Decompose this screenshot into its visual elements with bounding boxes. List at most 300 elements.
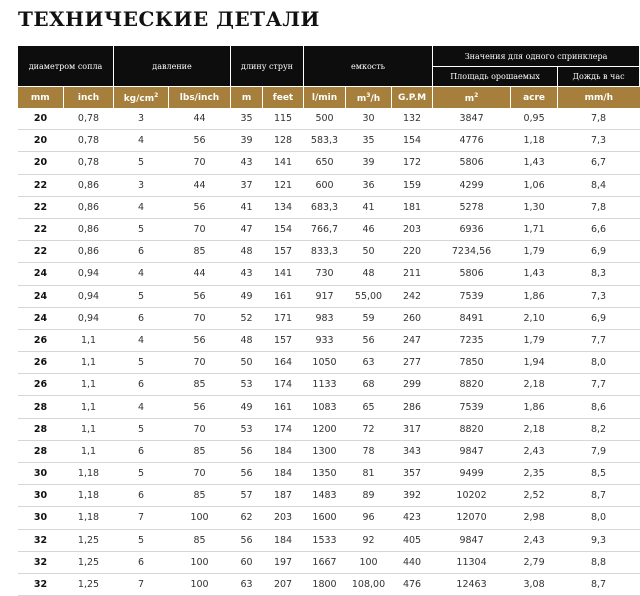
cell-area-m2: 9499: [433, 463, 511, 485]
cell-jet-m: 35: [231, 108, 263, 130]
cell-nozzle-inch: 1,18: [64, 463, 114, 485]
cell-pressure-lbs: 70: [169, 307, 231, 329]
unit-m3-suffix: /h: [370, 93, 381, 104]
cell-pressure-kg: 5: [114, 463, 169, 485]
cell-flow-lmin: 1200: [304, 418, 346, 440]
cell-jet-m: 62: [231, 507, 263, 529]
table-row: [18, 263, 640, 285]
cell-pressure-kg: 6: [114, 374, 169, 396]
cell-pressure-kg: 7: [114, 507, 169, 529]
cell-area-m2: 7850: [433, 352, 511, 374]
cell-area-m2: 7539: [433, 285, 511, 307]
cell-pressure-kg: 3: [114, 174, 169, 196]
cell-area-m2: 4299: [433, 174, 511, 196]
unit-kg-cm2: [114, 87, 169, 109]
cell-rain-mmh: 8,0: [558, 507, 640, 529]
cell-area-acre: 2,18: [511, 374, 558, 396]
header-per-sprinkler: Значения для одного спринклера: [433, 46, 640, 67]
cell-pressure-lbs: 44: [169, 108, 231, 130]
cell-area-acre: 2,52: [511, 485, 558, 507]
cell-pressure-kg: 5: [114, 285, 169, 307]
cell-area-m2: 11304: [433, 551, 511, 573]
cell-jet-feet: 157: [263, 329, 304, 351]
cell-rain-mmh: 6,9: [558, 241, 640, 263]
cell-area-acre: 1,18: [511, 130, 558, 152]
unit-kg-text: kg/cm: [123, 93, 155, 104]
cell-area-m2: 4776: [433, 130, 511, 152]
cell-pressure-kg: 5: [114, 352, 169, 374]
unit-feet: feet: [263, 87, 304, 109]
cell-jet-feet: 184: [263, 529, 304, 551]
unit-acre: acre: [511, 87, 558, 109]
cell-pressure-kg: 5: [114, 152, 169, 174]
cell-flow-gpm: 392: [392, 485, 433, 507]
cell-pressure-lbs: 70: [169, 152, 231, 174]
unit-m2-text: m: [464, 93, 475, 104]
cell-nozzle-mm: 22: [18, 241, 64, 263]
cell-flow-lmin: 683,3: [304, 196, 346, 218]
cell-nozzle-inch: 1,1: [64, 418, 114, 440]
unit-m2-sup: 2: [474, 91, 479, 99]
cell-rain-mmh: 7,3: [558, 130, 640, 152]
cell-jet-feet: 121: [263, 174, 304, 196]
cell-nozzle-mm: 32: [18, 551, 64, 573]
cell-flow-m3h: 48: [346, 263, 392, 285]
cell-pressure-lbs: 70: [169, 463, 231, 485]
cell-nozzle-inch: 0,86: [64, 241, 114, 263]
table-row: [18, 352, 640, 374]
cell-flow-lmin: 1600: [304, 507, 346, 529]
table-row: [18, 485, 640, 507]
cell-jet-feet: 197: [263, 551, 304, 573]
cell-nozzle-mm: 28: [18, 440, 64, 462]
cell-jet-feet: 203: [263, 507, 304, 529]
cell-pressure-lbs: 56: [169, 396, 231, 418]
cell-flow-gpm: 159: [392, 174, 433, 196]
cell-jet-m: 43: [231, 152, 263, 174]
cell-flow-gpm: 211: [392, 263, 433, 285]
cell-flow-gpm: 343: [392, 440, 433, 462]
cell-jet-feet: 128: [263, 130, 304, 152]
cell-nozzle-mm: 30: [18, 463, 64, 485]
cell-pressure-kg: 7: [114, 573, 169, 595]
cell-flow-lmin: 1050: [304, 352, 346, 374]
cell-pressure-lbs: 85: [169, 374, 231, 396]
cell-nozzle-inch: 1,1: [64, 396, 114, 418]
cell-pressure-kg: 6: [114, 440, 169, 462]
cell-nozzle-mm: 30: [18, 507, 64, 529]
cell-pressure-kg: 4: [114, 263, 169, 285]
unit-mm: mm: [18, 87, 64, 109]
cell-jet-m: 48: [231, 241, 263, 263]
cell-nozzle-mm: 28: [18, 396, 64, 418]
cell-pressure-kg: 5: [114, 418, 169, 440]
cell-pressure-kg: 4: [114, 396, 169, 418]
cell-flow-lmin: 917: [304, 285, 346, 307]
cell-area-acre: 1,79: [511, 241, 558, 263]
cell-nozzle-mm: 22: [18, 196, 64, 218]
cell-jet-feet: 141: [263, 152, 304, 174]
cell-nozzle-mm: 22: [18, 174, 64, 196]
cell-pressure-lbs: 85: [169, 440, 231, 462]
cell-flow-gpm: 286: [392, 396, 433, 418]
table-row: [18, 196, 640, 218]
cell-area-m2: 7539: [433, 396, 511, 418]
cell-nozzle-inch: 0,94: [64, 307, 114, 329]
cell-pressure-lbs: 85: [169, 529, 231, 551]
cell-rain-mmh: 6,6: [558, 218, 640, 240]
cell-area-m2: 6936: [433, 218, 511, 240]
cell-pressure-lbs: 100: [169, 551, 231, 573]
cell-nozzle-mm: 20: [18, 130, 64, 152]
table-row: [18, 108, 640, 130]
cell-area-acre: 2,98: [511, 507, 558, 529]
cell-pressure-kg: 6: [114, 241, 169, 263]
cell-rain-mmh: 8,7: [558, 485, 640, 507]
cell-area-acre: 1,71: [511, 218, 558, 240]
cell-flow-lmin: 1133: [304, 374, 346, 396]
cell-jet-m: 52: [231, 307, 263, 329]
cell-rain-mmh: 8,4: [558, 174, 640, 196]
cell-nozzle-mm: 20: [18, 108, 64, 130]
cell-flow-lmin: 500: [304, 108, 346, 130]
unit-m3-sup: 3: [366, 91, 371, 99]
cell-area-acre: 1,86: [511, 285, 558, 307]
cell-flow-lmin: 650: [304, 152, 346, 174]
header-area: Площадь орошаемых: [433, 67, 558, 87]
cell-flow-m3h: 50: [346, 241, 392, 263]
table-row: [18, 440, 640, 462]
cell-flow-m3h: 59: [346, 307, 392, 329]
cell-area-acre: 1,30: [511, 196, 558, 218]
cell-jet-feet: 184: [263, 463, 304, 485]
cell-pressure-lbs: 85: [169, 241, 231, 263]
cell-area-acre: 2,43: [511, 440, 558, 462]
cell-flow-m3h: 36: [346, 174, 392, 196]
cell-flow-lmin: 933: [304, 329, 346, 351]
cell-jet-m: 48: [231, 329, 263, 351]
cell-flow-m3h: 68: [346, 374, 392, 396]
cell-flow-gpm: 299: [392, 374, 433, 396]
cell-flow-gpm: 220: [392, 241, 433, 263]
cell-area-acre: 2,18: [511, 418, 558, 440]
cell-rain-mmh: 6,9: [558, 307, 640, 329]
cell-pressure-kg: 4: [114, 329, 169, 351]
cell-jet-m: 57: [231, 485, 263, 507]
cell-nozzle-mm: 26: [18, 352, 64, 374]
cell-flow-gpm: 247: [392, 329, 433, 351]
cell-flow-gpm: 357: [392, 463, 433, 485]
cell-rain-mmh: 7,7: [558, 374, 640, 396]
table-row: [18, 396, 640, 418]
cell-rain-mmh: 8,0: [558, 352, 640, 374]
cell-jet-m: 56: [231, 529, 263, 551]
cell-jet-m: 56: [231, 463, 263, 485]
cell-nozzle-mm: 20: [18, 152, 64, 174]
table-row: [18, 152, 640, 174]
cell-flow-m3h: 46: [346, 218, 392, 240]
cell-pressure-kg: 6: [114, 551, 169, 573]
cell-nozzle-inch: 0,86: [64, 218, 114, 240]
cell-flow-lmin: 730: [304, 263, 346, 285]
cell-nozzle-mm: 24: [18, 263, 64, 285]
cell-jet-m: 53: [231, 374, 263, 396]
cell-area-m2: 5806: [433, 263, 511, 285]
cell-pressure-lbs: 56: [169, 285, 231, 307]
cell-flow-lmin: 600: [304, 174, 346, 196]
header-jet-length: длину струн: [231, 46, 304, 87]
cell-pressure-lbs: 70: [169, 418, 231, 440]
cell-flow-m3h: 30: [346, 108, 392, 130]
cell-flow-m3h: 39: [346, 152, 392, 174]
cell-rain-mmh: 7,7: [558, 329, 640, 351]
cell-flow-gpm: 317: [392, 418, 433, 440]
cell-nozzle-mm: 26: [18, 329, 64, 351]
cell-flow-m3h: 92: [346, 529, 392, 551]
cell-jet-feet: 134: [263, 196, 304, 218]
cell-nozzle-mm: 28: [18, 418, 64, 440]
cell-nozzle-mm: 22: [18, 218, 64, 240]
cell-nozzle-inch: 0,94: [64, 285, 114, 307]
spec-table: [17, 45, 640, 596]
table-row: [18, 241, 640, 263]
cell-flow-m3h: 81: [346, 463, 392, 485]
unit-mm-h: mm/h: [558, 87, 640, 109]
cell-area-acre: 1,43: [511, 152, 558, 174]
table-row: [18, 374, 640, 396]
header-nozzle: диаметром сопла: [18, 46, 114, 87]
cell-flow-gpm: 172: [392, 152, 433, 174]
cell-jet-m: 49: [231, 396, 263, 418]
cell-flow-gpm: 423: [392, 507, 433, 529]
cell-flow-lmin: 1083: [304, 396, 346, 418]
cell-jet-m: 41: [231, 196, 263, 218]
header-capacity: емкость: [304, 46, 433, 87]
cell-area-m2: 8491: [433, 307, 511, 329]
table-row: [18, 307, 640, 329]
cell-flow-gpm: 277: [392, 352, 433, 374]
cell-pressure-lbs: 70: [169, 218, 231, 240]
cell-pressure-lbs: 100: [169, 573, 231, 595]
table-row: [18, 529, 640, 551]
cell-flow-m3h: 41: [346, 196, 392, 218]
cell-pressure-lbs: 56: [169, 329, 231, 351]
unit-m: m: [231, 87, 263, 109]
cell-area-m2: 5806: [433, 152, 511, 174]
cell-flow-gpm: 203: [392, 218, 433, 240]
cell-jet-m: 49: [231, 285, 263, 307]
unit-gpm: G.P.M: [392, 87, 433, 109]
cell-area-m2: 10202: [433, 485, 511, 507]
cell-flow-gpm: 260: [392, 307, 433, 329]
table-row: [18, 329, 640, 351]
cell-flow-m3h: 55,00: [346, 285, 392, 307]
table-row: [18, 573, 640, 595]
cell-rain-mmh: 8,2: [558, 418, 640, 440]
cell-area-m2: 3847: [433, 108, 511, 130]
cell-nozzle-inch: 0,94: [64, 263, 114, 285]
cell-rain-mmh: 6,7: [558, 152, 640, 174]
cell-area-acre: 2,43: [511, 529, 558, 551]
cell-flow-lmin: 1800: [304, 573, 346, 595]
cell-jet-m: 43: [231, 263, 263, 285]
cell-flow-lmin: 1300: [304, 440, 346, 462]
cell-area-acre: 1,06: [511, 174, 558, 196]
cell-nozzle-mm: 32: [18, 529, 64, 551]
cell-pressure-kg: 5: [114, 218, 169, 240]
cell-rain-mmh: 7,9: [558, 440, 640, 462]
cell-flow-m3h: 108,00: [346, 573, 392, 595]
cell-pressure-lbs: 70: [169, 352, 231, 374]
cell-area-m2: 8820: [433, 418, 511, 440]
cell-nozzle-inch: 1,18: [64, 507, 114, 529]
cell-jet-feet: 184: [263, 440, 304, 462]
cell-nozzle-inch: 1,25: [64, 551, 114, 573]
cell-jet-feet: 115: [263, 108, 304, 130]
cell-jet-feet: 157: [263, 241, 304, 263]
cell-flow-lmin: 1533: [304, 529, 346, 551]
cell-area-acre: 2,79: [511, 551, 558, 573]
cell-rain-mmh: 7,3: [558, 285, 640, 307]
unit-inch: inch: [64, 87, 114, 109]
cell-nozzle-inch: 1,1: [64, 374, 114, 396]
cell-area-m2: 7235: [433, 329, 511, 351]
cell-jet-feet: 154: [263, 218, 304, 240]
table-row: [18, 285, 640, 307]
cell-flow-lmin: 766,7: [304, 218, 346, 240]
cell-pressure-lbs: 85: [169, 485, 231, 507]
cell-jet-m: 60: [231, 551, 263, 573]
cell-jet-feet: 174: [263, 374, 304, 396]
cell-jet-feet: 187: [263, 485, 304, 507]
cell-pressure-kg: 4: [114, 130, 169, 152]
cell-area-acre: 2,10: [511, 307, 558, 329]
cell-nozzle-mm: 32: [18, 573, 64, 595]
cell-jet-feet: 141: [263, 263, 304, 285]
cell-jet-m: 39: [231, 130, 263, 152]
cell-pressure-kg: 5: [114, 529, 169, 551]
cell-jet-m: 63: [231, 573, 263, 595]
cell-nozzle-inch: 1,1: [64, 352, 114, 374]
cell-pressure-lbs: 100: [169, 507, 231, 529]
cell-nozzle-inch: 0,78: [64, 108, 114, 130]
cell-nozzle-inch: 1,1: [64, 440, 114, 462]
cell-flow-m3h: 65: [346, 396, 392, 418]
unit-kg-sup: 2: [154, 91, 159, 99]
cell-pressure-kg: 3: [114, 108, 169, 130]
cell-flow-m3h: 96: [346, 507, 392, 529]
cell-area-m2: 8820: [433, 374, 511, 396]
cell-jet-feet: 161: [263, 285, 304, 307]
cell-area-m2: 5278: [433, 196, 511, 218]
cell-flow-m3h: 63: [346, 352, 392, 374]
cell-nozzle-mm: 24: [18, 285, 64, 307]
cell-area-m2: 9847: [433, 529, 511, 551]
cell-area-acre: 1,43: [511, 263, 558, 285]
table-row: [18, 174, 640, 196]
cell-nozzle-mm: 30: [18, 485, 64, 507]
cell-area-m2: 7234,56: [433, 241, 511, 263]
cell-area-m2: 12070: [433, 507, 511, 529]
cell-area-m2: 9847: [433, 440, 511, 462]
cell-nozzle-mm: 26: [18, 374, 64, 396]
cell-area-acre: 1,86: [511, 396, 558, 418]
cell-jet-feet: 161: [263, 396, 304, 418]
cell-rain-mmh: 8,5: [558, 463, 640, 485]
cell-flow-gpm: 476: [392, 573, 433, 595]
unit-m3-text: m: [356, 93, 367, 104]
cell-area-acre: 1,94: [511, 352, 558, 374]
unit-m3-h: [346, 87, 392, 109]
header-pressure: давление: [114, 46, 231, 87]
cell-jet-m: 56: [231, 440, 263, 462]
cell-nozzle-inch: 1,25: [64, 529, 114, 551]
cell-flow-m3h: 56: [346, 329, 392, 351]
cell-flow-gpm: 242: [392, 285, 433, 307]
cell-flow-gpm: 154: [392, 130, 433, 152]
unit-l-min: l/min: [304, 87, 346, 109]
cell-flow-m3h: 35: [346, 130, 392, 152]
unit-lbs-inch: lbs/inch: [169, 87, 231, 109]
cell-area-acre: 0,95: [511, 108, 558, 130]
cell-flow-m3h: 72: [346, 418, 392, 440]
cell-jet-m: 50: [231, 352, 263, 374]
cell-flow-m3h: 78: [346, 440, 392, 462]
cell-rain-mmh: 7,8: [558, 196, 640, 218]
cell-nozzle-inch: 0,78: [64, 152, 114, 174]
cell-rain-mmh: 8,8: [558, 551, 640, 573]
table-row: [18, 507, 640, 529]
page-title: ТЕХНИЧЕСКИЕ ДЕТАЛИ: [18, 7, 320, 31]
cell-flow-m3h: 100: [346, 551, 392, 573]
cell-rain-mmh: 9,3: [558, 529, 640, 551]
cell-flow-lmin: 983: [304, 307, 346, 329]
cell-nozzle-inch: 1,1: [64, 329, 114, 351]
cell-pressure-kg: 4: [114, 196, 169, 218]
cell-flow-lmin: 583,3: [304, 130, 346, 152]
table-row: [18, 418, 640, 440]
cell-flow-gpm: 440: [392, 551, 433, 573]
table-row: [18, 218, 640, 240]
cell-jet-feet: 174: [263, 418, 304, 440]
cell-flow-lmin: 1483: [304, 485, 346, 507]
cell-rain-mmh: 8,7: [558, 573, 640, 595]
table-row: [18, 463, 640, 485]
cell-nozzle-inch: 0,78: [64, 130, 114, 152]
cell-jet-m: 37: [231, 174, 263, 196]
cell-pressure-lbs: 56: [169, 196, 231, 218]
cell-flow-gpm: 405: [392, 529, 433, 551]
cell-nozzle-inch: 1,18: [64, 485, 114, 507]
cell-rain-mmh: 8,3: [558, 263, 640, 285]
spec-table-body: [18, 108, 640, 596]
cell-jet-m: 53: [231, 418, 263, 440]
table-row: [18, 130, 640, 152]
cell-flow-lmin: 1667: [304, 551, 346, 573]
header-rain: Дождь в час: [558, 67, 640, 87]
cell-jet-m: 47: [231, 218, 263, 240]
cell-flow-lmin: 1350: [304, 463, 346, 485]
cell-pressure-lbs: 56: [169, 130, 231, 152]
cell-flow-gpm: 181: [392, 196, 433, 218]
cell-flow-gpm: 132: [392, 108, 433, 130]
cell-flow-lmin: 833,3: [304, 241, 346, 263]
unit-m2: [433, 87, 511, 109]
cell-nozzle-inch: 0,86: [64, 174, 114, 196]
table-row: [18, 551, 640, 573]
cell-nozzle-inch: 0,86: [64, 196, 114, 218]
cell-rain-mmh: 7,8: [558, 108, 640, 130]
